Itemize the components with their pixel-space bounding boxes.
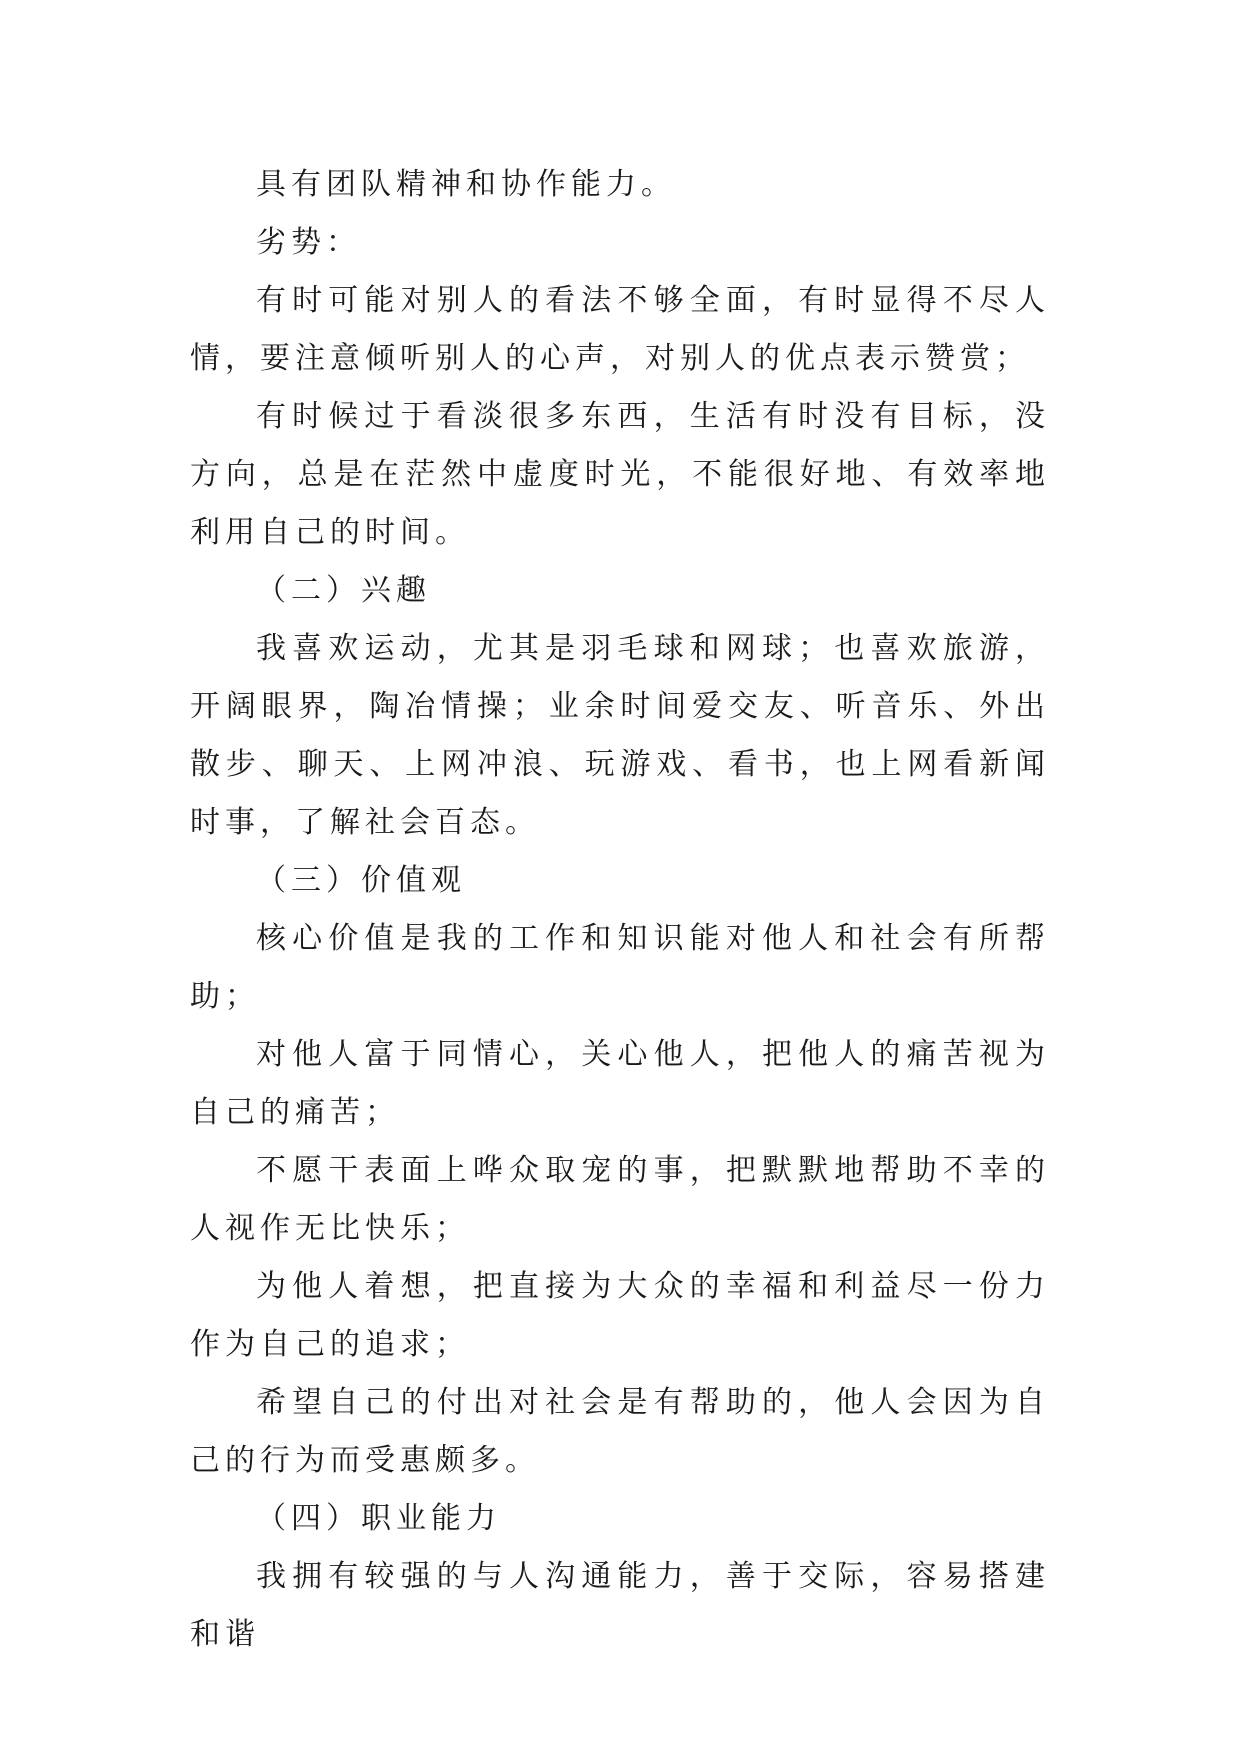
paragraph-values-4: 为他人着想，把直接为大众的幸福和利益尽一份力作为自己的追求； [190, 1269, 1050, 1362]
section-heading-career-ability: （四）职业能力 [256, 1501, 501, 1536]
section-heading-interests: （二）兴趣 [256, 573, 431, 608]
paragraph-teamwork: 具有团队精神和协作能力。 [256, 167, 676, 202]
section-heading-values: （三）价值观 [256, 863, 466, 898]
paragraph-career-ability: 我拥有较强的与人沟通能力，善于交际，容易搭建和谐 [190, 1559, 1050, 1652]
paragraph-values-1: 核心价值是我的工作和知识能对他人和社会有所帮助； [190, 921, 1050, 1014]
paragraph-values-5: 希望自己的付出对社会是有帮助的，他人会因为自己的行为而受惠颇多。 [190, 1385, 1050, 1478]
document-body [190, 156, 1050, 1664]
paragraph-interests: 我喜欢运动，尤其是羽毛球和网球；也喜欢旅游，开阔眼界，陶冶情操；业余时间爱交友、听音乐、外出散步、聊天、上网冲浪、玩游戏、看书，也上网看新闻时事，了解社会百态。 [190, 631, 1050, 840]
paragraph-values-2: 对他人富于同情心，关心他人，把他人的痛苦视为自己的痛苦； [190, 1037, 1050, 1130]
paragraph-weakness-1: 有时可能对别人的看法不够全面，有时显得不尽人情，要注意倾听别人的心声，对别人的优点表示赞赏； [190, 283, 1050, 376]
paragraph-values-3: 不愿干表面上哗众取宠的事，把默默地帮助不幸的人视作无比快乐； [190, 1153, 1050, 1246]
paragraph-weakness-label: 劣势： [256, 225, 361, 260]
paragraph-weakness-2: 有时候过于看淡很多东西，生活有时没有目标，没方向，总是在茫然中虚度时光，不能很好地、有效率地利用自己的时间。 [190, 399, 1050, 550]
